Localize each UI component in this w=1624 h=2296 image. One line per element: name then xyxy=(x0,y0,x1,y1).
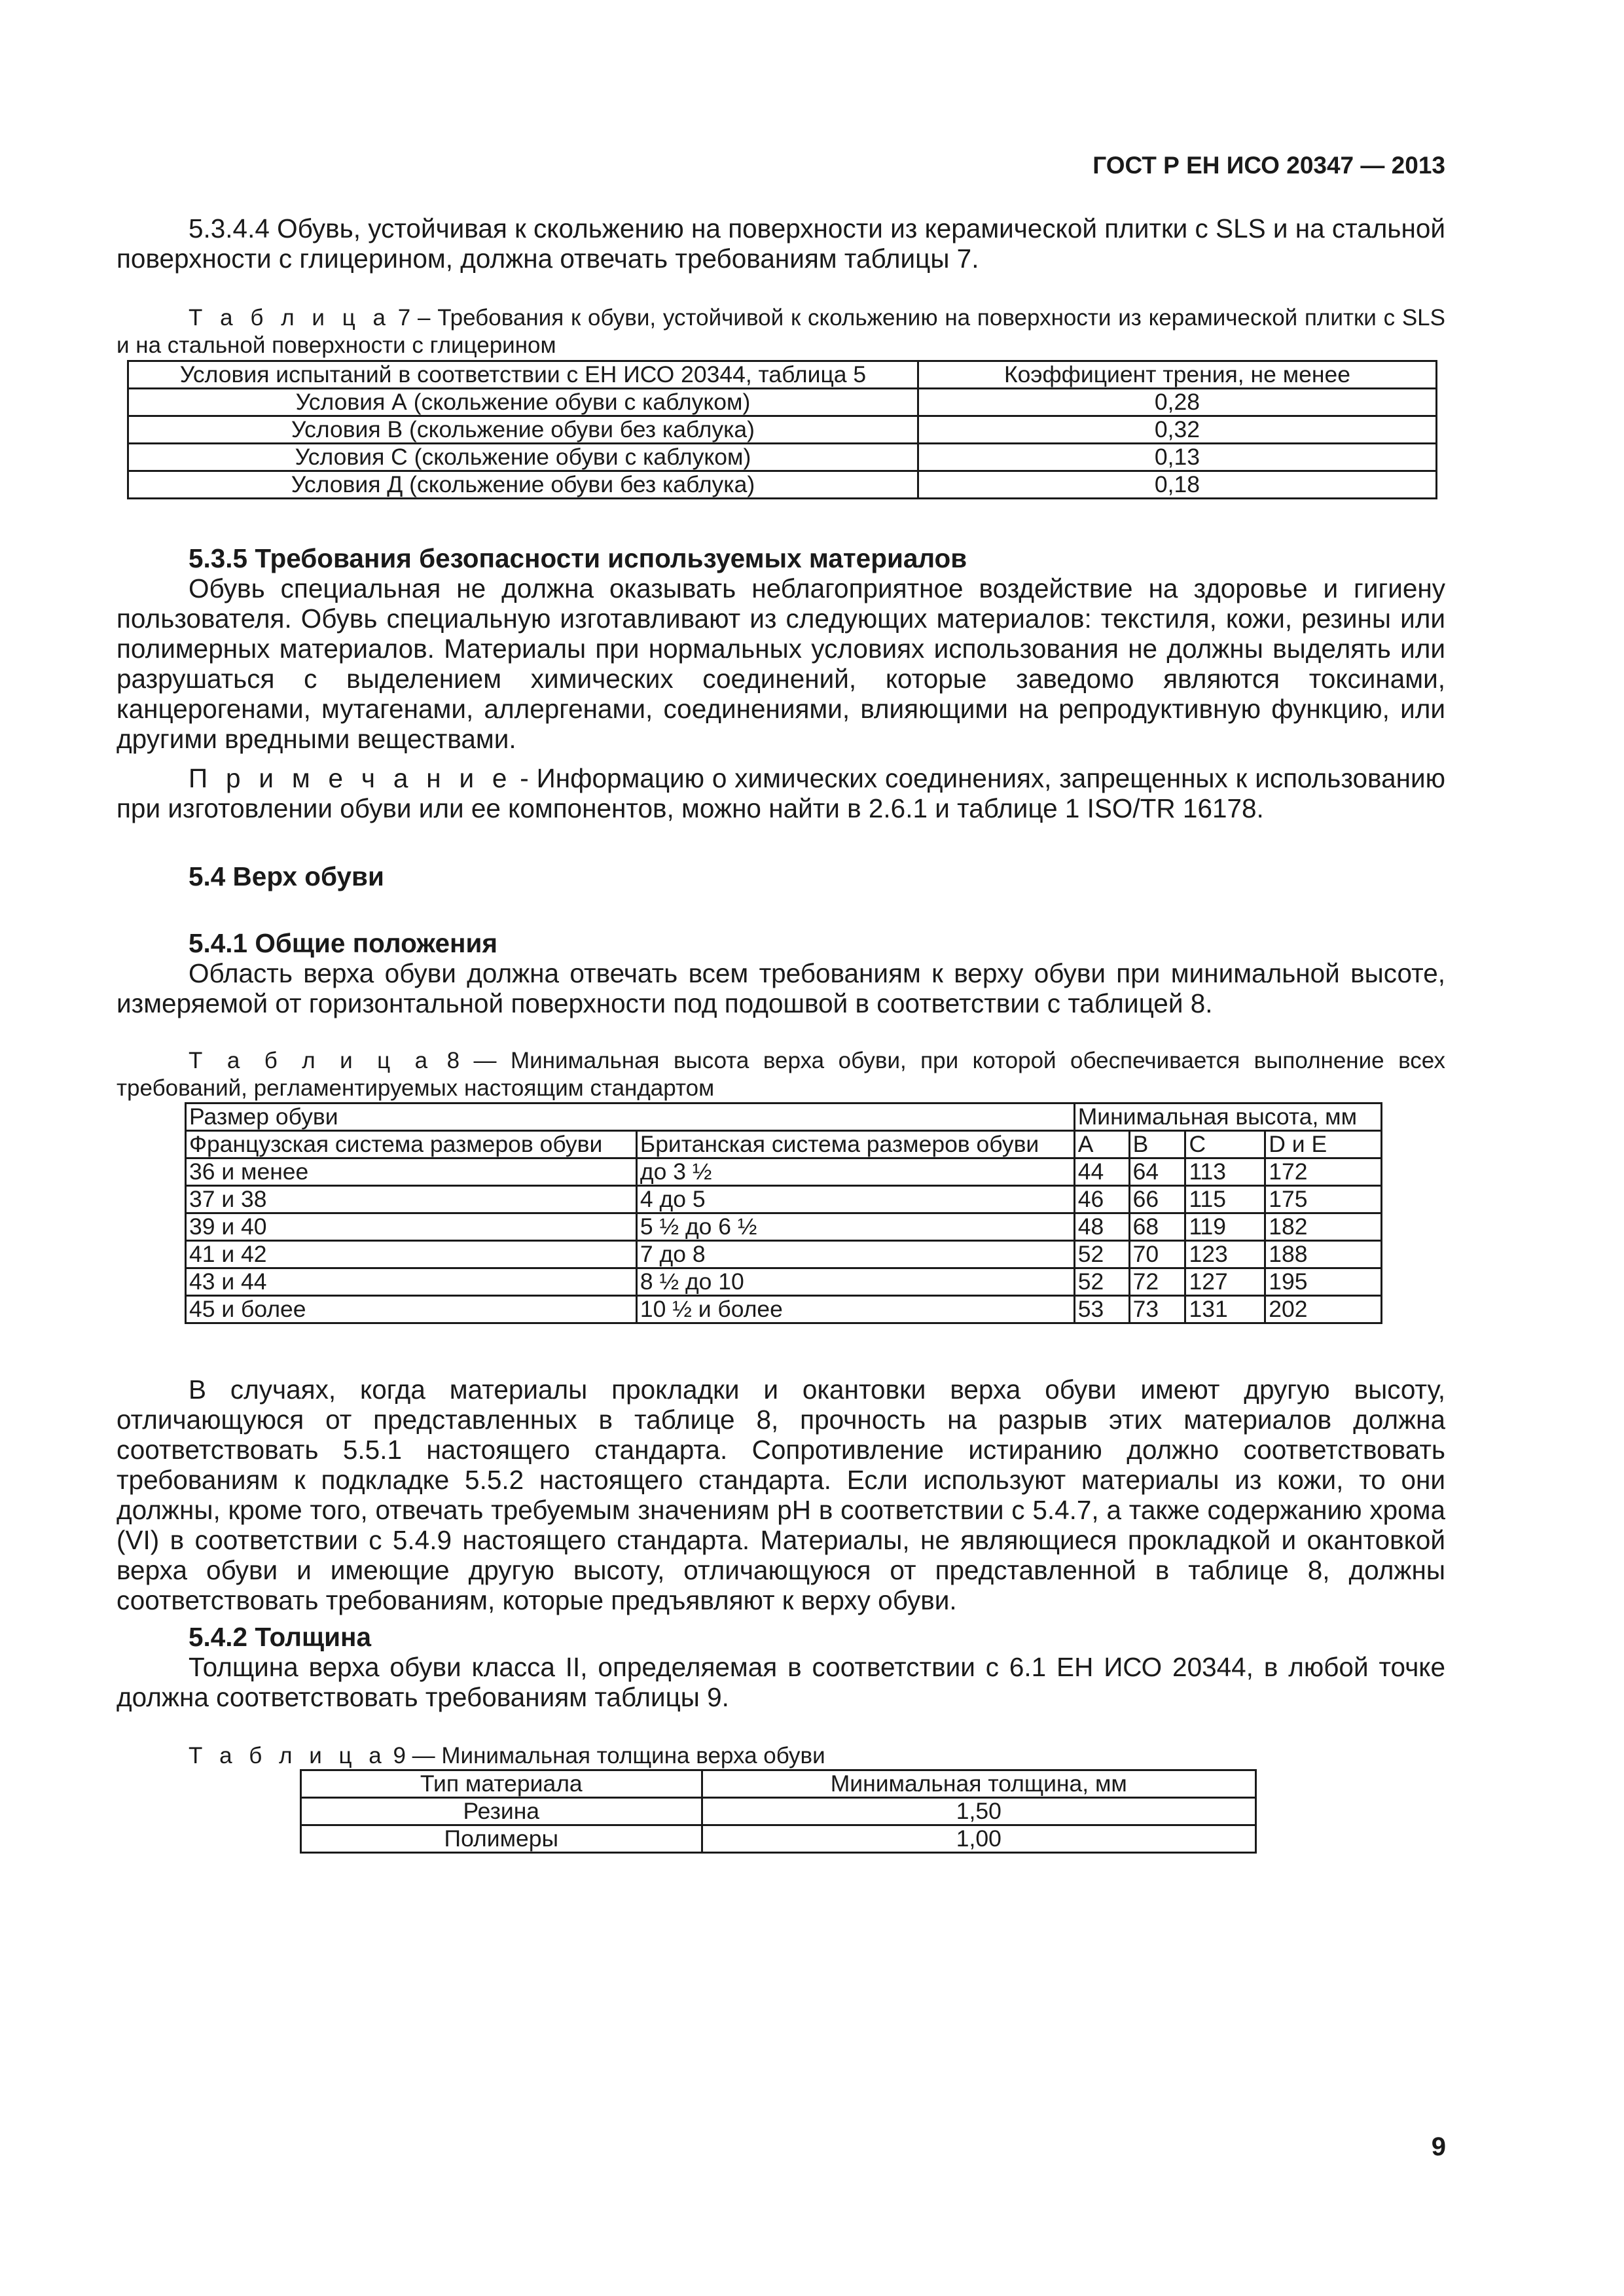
section-5-3-5-note xyxy=(117,763,1445,823)
table-cell: 0,28 xyxy=(918,389,1436,416)
table-cell: 36 и менее xyxy=(186,1158,637,1186)
table-header-row xyxy=(301,1770,1256,1798)
table9-header-thickness: Минимальная толщина, мм xyxy=(702,1770,1255,1798)
table-cell: Резина xyxy=(301,1798,702,1825)
table-cell: 115 xyxy=(1185,1186,1265,1213)
table-cell: 39 и 40 xyxy=(186,1213,637,1241)
table7-caption-word: Т а б л и ц а xyxy=(189,305,391,331)
section-5-4-2-paragraph: Толщина верха обуви класса II, определяемая в соответствии с 6.1 ЕН ИСО 20344, в любой точке должна соответствовать требованиям таблицы 9. xyxy=(117,1652,1445,1712)
table9 xyxy=(300,1769,1257,1854)
section-5-4-2-text xyxy=(117,1652,1445,1712)
table-row xyxy=(186,1213,1382,1241)
section-5-4-1-paragraph: Область верха обуви должна отвечать всем требованиям к верху обуви при минимальной высоте, измеряемой от горизонтальной поверхности под подошвой в соответствии с таблицей 8. xyxy=(117,958,1445,1018)
table-row xyxy=(128,389,1437,416)
table-cell: 73 xyxy=(1129,1296,1185,1323)
table-cell: 175 xyxy=(1265,1186,1382,1213)
table-cell: 8 ½ до 10 xyxy=(636,1268,1074,1296)
table8-caption xyxy=(117,1047,1445,1102)
table-cell: 113 xyxy=(1185,1158,1265,1186)
note-label: П р и м е ч а н и е xyxy=(189,763,513,793)
section-5-3-5-text xyxy=(117,573,1445,754)
table7-header-coefficient: Коэффициент трения, не менее xyxy=(918,361,1436,389)
table-cell: 127 xyxy=(1185,1268,1265,1296)
section-5-3-5-paragraph: Обувь специальная не должна оказывать неблагоприятное воздействие на здоровье и гигиену пользователя. Обувь специальную изготавливают из следующих материалов: текстиля, кожи, резины или полимерных материалов. Материалы при нормальных условиях использования не должны выделять или разрушаться с выделением химических соединений, которые заведомо являются токсинами, канцерогенами, мутагенами, аллергенами, соединениями, влияющими на репродуктивную функцию, или другими вредными веществами. xyxy=(117,573,1445,754)
table7-caption xyxy=(117,304,1445,359)
table-cell: 1,50 xyxy=(702,1798,1255,1825)
table-cell: 10 ½ и более xyxy=(636,1296,1074,1323)
table9-header-material: Тип материала xyxy=(301,1770,702,1798)
table-row xyxy=(301,1798,1256,1825)
table9-caption xyxy=(189,1742,1105,1770)
table8 xyxy=(185,1102,1382,1324)
table-cell: 46 xyxy=(1074,1186,1129,1213)
table-cell: Условия Д (скольжение обуви без каблука) xyxy=(128,471,918,499)
table-cell: 41 и 42 xyxy=(186,1241,637,1268)
table8-caption-word: Т а б л и ц а xyxy=(189,1048,433,1073)
table9-caption-word: Т а б л и ц а xyxy=(189,1743,387,1768)
table-cell: Условия С (скольжение обуви с каблуком) xyxy=(128,444,918,471)
table8-group-height: Минимальная высота, мм xyxy=(1074,1103,1381,1131)
section-5-4-1-text xyxy=(117,958,1445,1018)
table-cell: 7 до 8 xyxy=(636,1241,1074,1268)
table-row xyxy=(128,416,1437,444)
table8-header-de: D и E xyxy=(1265,1131,1382,1158)
table7 xyxy=(127,360,1437,499)
table8-header-b: B xyxy=(1129,1131,1185,1158)
table-cell: 52 xyxy=(1074,1241,1129,1268)
table-cell: 0,13 xyxy=(918,444,1436,471)
table8-header-french: Французская система размеров обуви xyxy=(186,1131,637,1158)
table-cell: 53 xyxy=(1074,1296,1129,1323)
table-cell: 131 xyxy=(1185,1296,1265,1323)
table-cell: Условия В (скольжение обуви без каблука) xyxy=(128,416,918,444)
table-row xyxy=(128,471,1437,499)
section-5-4-2-heading: 5.4.2 Толщина xyxy=(189,1622,372,1652)
paragraph-other-heights-text: В случаях, когда материалы прокладки и окантовки верха обуви имеют другую высоту, отличающуюся от представленных в таблице 8, прочность на разрыв этих материалов должна соответствовать 5.5.1 настоящего стандарта. Сопротивление истиранию должно соответствовать требованиям к подкладке 5.5.2 настоящего стандарта. Если используют материалы из кожи, то они должны, кроме того, отвечать требуемым значениям pH в соответствии с 5.4.7, а также содержанию хрома (VI) в соответствии с 5.4.9 настоящего стандарта. Материалы, не являющиеся прокладкой и окантовкой верха обуви и имеющие другую высоту, отличающуюся от представленной в таблице 8, должны соответствовать требованиям, которые предъявляют к верху обуви. xyxy=(117,1374,1445,1615)
table-cell: 70 xyxy=(1129,1241,1185,1268)
section-5-3-5-heading: 5.3.5 Требования безопасности используемых материалов xyxy=(189,543,967,573)
table-cell: 37 и 38 xyxy=(186,1186,637,1213)
paragraph-other-heights xyxy=(117,1374,1445,1615)
table-cell: 44 xyxy=(1074,1158,1129,1186)
table-header-row xyxy=(186,1131,1382,1158)
table-cell: Полимеры xyxy=(301,1825,702,1853)
section-5-4-1-heading: 5.4.1 Общие положения xyxy=(189,928,497,958)
table-cell: 48 xyxy=(1074,1213,1129,1241)
table-row xyxy=(301,1825,1256,1853)
table-row xyxy=(186,1241,1382,1268)
table-cell: 0,18 xyxy=(918,471,1436,499)
table8-header-a: A xyxy=(1074,1131,1129,1158)
table-cell: 202 xyxy=(1265,1296,1382,1323)
table-row xyxy=(186,1158,1382,1186)
table-cell: 1,00 xyxy=(702,1825,1255,1853)
table-cell: Условия А (скольжение обуви с каблуком) xyxy=(128,389,918,416)
table-row xyxy=(128,444,1437,471)
paragraph-5-3-4-4 xyxy=(117,213,1445,274)
table7-caption-text: 7 – Требования к обуви, устойчивой к скольжению на поверхности из керамической плитки с SLS и на стальной поверхности с глицерином xyxy=(117,305,1445,358)
table-cell: 188 xyxy=(1265,1241,1382,1268)
table-cell: 45 и более xyxy=(186,1296,637,1323)
table-cell: 123 xyxy=(1185,1241,1265,1268)
standard-code-header: ГОСТ Р ЕН ИСО 20347 — 2013 xyxy=(1092,152,1445,179)
table9-caption-text: 9 — Минимальная толщина верха обуви xyxy=(393,1743,825,1768)
note-text: - Информацию о химических соединениях, запрещенных к использованию при изготовлении обуви или ее компонентов, можно найти в 2.6.1 и таблице 1 ISO/TR 16178. xyxy=(117,763,1445,823)
table-row xyxy=(186,1186,1382,1213)
paragraph-5-3-4-4-text: 5.3.4.4 Обувь, устойчивая к скольжению на поверхности из керамической плитки с SLS и на стальной поверхности с глицерином, должна отвечать требованиям таблицы 7. xyxy=(117,213,1445,274)
table-cell: 64 xyxy=(1129,1158,1185,1186)
table8-header-british: Британская система размеров обуви xyxy=(636,1131,1074,1158)
table-cell: 68 xyxy=(1129,1213,1185,1241)
section-5-4-heading: 5.4 Верх обуви xyxy=(189,861,384,891)
table-cell: 72 xyxy=(1129,1268,1185,1296)
table-cell: 0,32 xyxy=(918,416,1436,444)
table-cell: 43 и 44 xyxy=(186,1268,637,1296)
table8-group-size: Размер обуви xyxy=(186,1103,1075,1131)
table-header-row xyxy=(128,361,1437,389)
table-cell: до 3 ½ xyxy=(636,1158,1074,1186)
table-cell: 4 до 5 xyxy=(636,1186,1074,1213)
table-cell: 172 xyxy=(1265,1158,1382,1186)
page-number: 9 xyxy=(1431,2132,1446,2161)
table-cell: 52 xyxy=(1074,1268,1129,1296)
table7-header-conditions: Условия испытаний в соответствии с ЕН ИСО 20344, таблица 5 xyxy=(128,361,918,389)
table-group-header-row xyxy=(186,1103,1382,1131)
table8-caption-text: 8 — Минимальная высота верха обуви, при которой обеспечивается выполнение всех требований, регламентируемых настоящим стандартом xyxy=(117,1048,1445,1101)
table8-header-c: C xyxy=(1185,1131,1265,1158)
table-cell: 5 ½ до 6 ½ xyxy=(636,1213,1074,1241)
table-row xyxy=(186,1268,1382,1296)
table-cell: 66 xyxy=(1129,1186,1185,1213)
table-row xyxy=(186,1296,1382,1323)
table-cell: 195 xyxy=(1265,1268,1382,1296)
table-cell: 182 xyxy=(1265,1213,1382,1241)
table-cell: 119 xyxy=(1185,1213,1265,1241)
